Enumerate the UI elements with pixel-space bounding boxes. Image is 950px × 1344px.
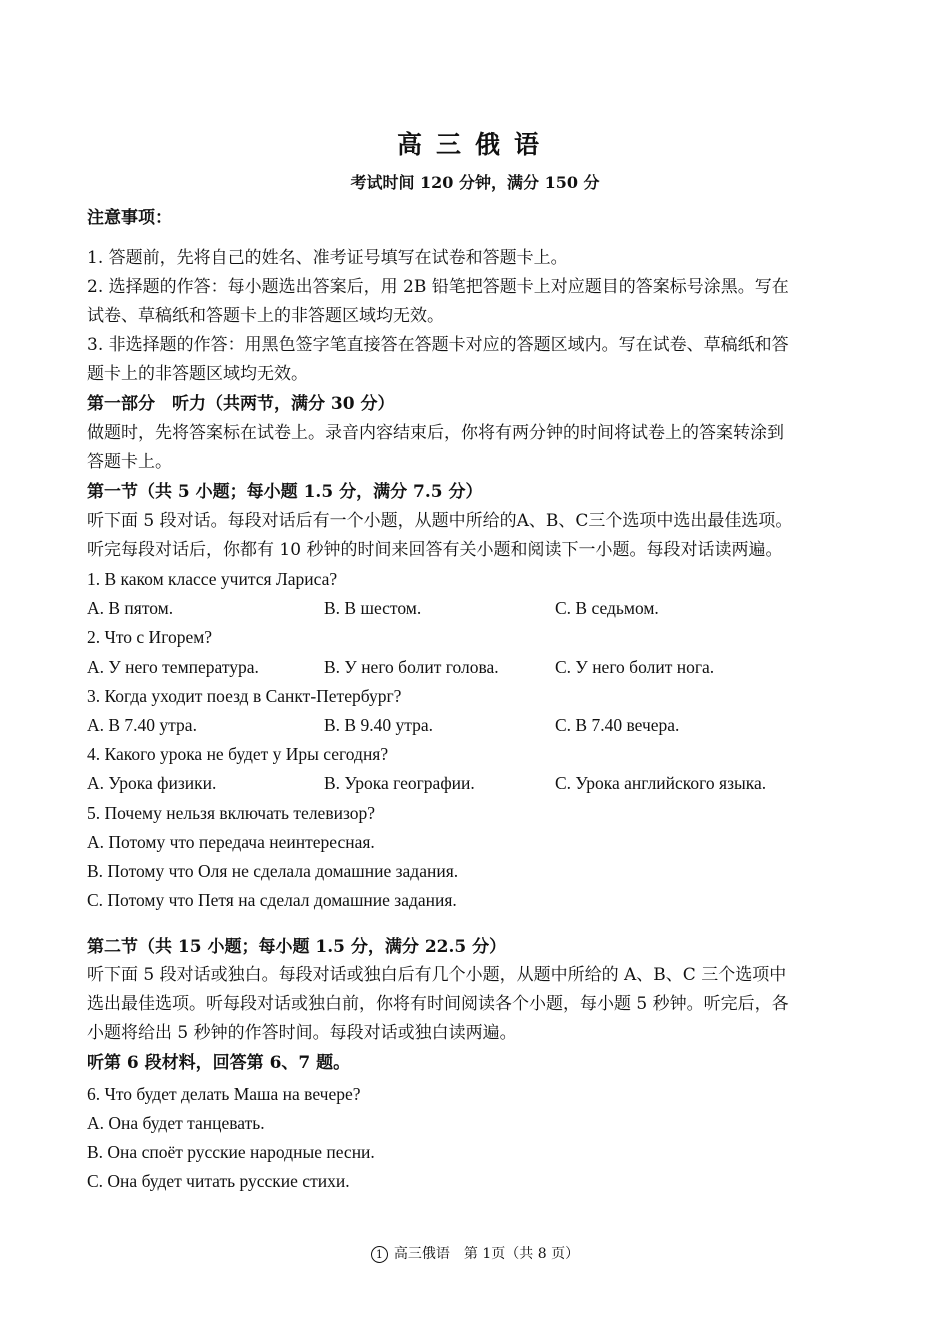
question-2-options: [87, 656, 847, 678]
section2-heading: 第二节（共 15 小题；每小题 1.5 分，满分 22.5 分）: [87, 937, 507, 957]
section1-heading: 第一节（共 5 小题；每小题 1.5 分，满分 7.5 分）: [87, 482, 483, 502]
option-c: C. В седьмом.: [555, 598, 659, 618]
part1-intro-1: 做题时，先将答案标在试卷上。录音内容结束后，你将有两分钟的时间将试卷上的答案转涂到: [87, 423, 784, 443]
section2-intro-2: 选出最佳选项。听每段对话或独白前，你将有时间阅读各个小题，每小题 5 秒钟。听完后，各: [87, 994, 789, 1014]
question-5-option-a: A. Потому что передача неинтересная.: [87, 832, 375, 852]
part1-heading: 第一部分 听力（共两节，满分 30 分）: [87, 394, 395, 414]
section1-intro-2: 听完每段对话后，你都有 10 秒钟的时间来回答有关小题和阅读下一小题。每段对话读两遍。: [87, 540, 783, 560]
notice-line-5: 题卡上的非答题区域均无效。: [87, 364, 308, 384]
question-4: 4. Какого урока не будет у Иры сегодня?: [87, 744, 389, 764]
notice-heading: 注意事项：: [87, 208, 172, 228]
notice-line-1: 1. 答题前，先将自己的姓名、准考证号填写在试卷和答题卡上。: [87, 248, 568, 268]
option-a: A. В 7.40 утра.: [87, 715, 197, 735]
footer-text: 高三俄语 第 1页（共 8 页）: [393, 1246, 580, 1262]
question-5-option-b: B. Потому что Оля не сделала домашние задания.: [87, 861, 459, 881]
option-b: B. В шестом.: [324, 598, 422, 618]
option-a: A. Урока физики.: [87, 773, 217, 793]
question-3-options: [87, 714, 847, 736]
question-2: 2. Что с Игорем?: [87, 627, 213, 647]
option-c: C. Урока английского языка.: [555, 773, 767, 793]
option-a: A. В пятом.: [87, 598, 174, 618]
question-6-option-a: A. Она будет танцевать.: [87, 1113, 265, 1133]
question-4-options: [87, 772, 847, 794]
option-a: A. У него температура.: [87, 657, 259, 677]
notice-line-4: 3. 非选择题的作答：用黑色签字笔直接答在答题卡对应的答题区域内。写在试卷、草稿纸和答: [87, 335, 789, 355]
question-5-option-c: C. Потому что Петя на сделал домашние задания.: [87, 890, 457, 910]
part1-intro-2: 答题卡上。: [87, 452, 172, 472]
question-1-options: [87, 597, 847, 619]
option-c: C. У него болит нога.: [555, 657, 715, 677]
question-6-option-b: B. Она споёт русские народные песни.: [87, 1142, 375, 1162]
option-b: B. У него болит голова.: [324, 657, 499, 677]
question-5: 5. Почему нельзя включать телевизор?: [87, 803, 376, 823]
page-title: 高三俄语: [396, 130, 553, 159]
question-6: 6. Что будет делать Маша на вечере?: [87, 1084, 361, 1104]
page-footer: [0, 1243, 950, 1263]
exam-time-subtitle: 考试时间 120 分钟，满分 150 分: [350, 173, 600, 192]
section1-intro-1: 听下面 5 段对话。每段对话后有一个小题，从题中所给的A、B、C三个选项中选出最佳选项。: [87, 511, 793, 531]
option-b: B. Урока географии.: [324, 773, 475, 793]
section2-intro-1: 听下面 5 段对话或独白。每段对话或独白后有几个小题，从题中所给的 A、B、C 三个选项中: [87, 965, 787, 985]
question-6-option-c: C. Она будет читать русские стихи.: [87, 1171, 350, 1191]
question-3: 3. Когда уходит поезд в Санкт-Петербург?: [87, 686, 402, 706]
page-number-circle: 1: [371, 1246, 388, 1263]
option-c: C. В 7.40 вечера.: [555, 715, 680, 735]
notice-line-2: 2. 选择题的作答：每小题选出答案后，用 2B 铅笔把答题卡上对应题目的答案标号涂黑。写在: [87, 277, 789, 297]
question-1: 1. В каком классе учится Лариса?: [87, 569, 338, 589]
notice-line-3: 试卷、草稿纸和答题卡上的非答题区域均无效。: [87, 306, 444, 326]
option-b: B. В 9.40 утра.: [324, 715, 433, 735]
section2-intro-3: 小题将给出 5 秒钟的作答时间。每段对话或独白读两遍。: [87, 1023, 517, 1043]
material-6-heading: 听第 6 段材料，回答第 6、7 题。: [87, 1053, 351, 1073]
